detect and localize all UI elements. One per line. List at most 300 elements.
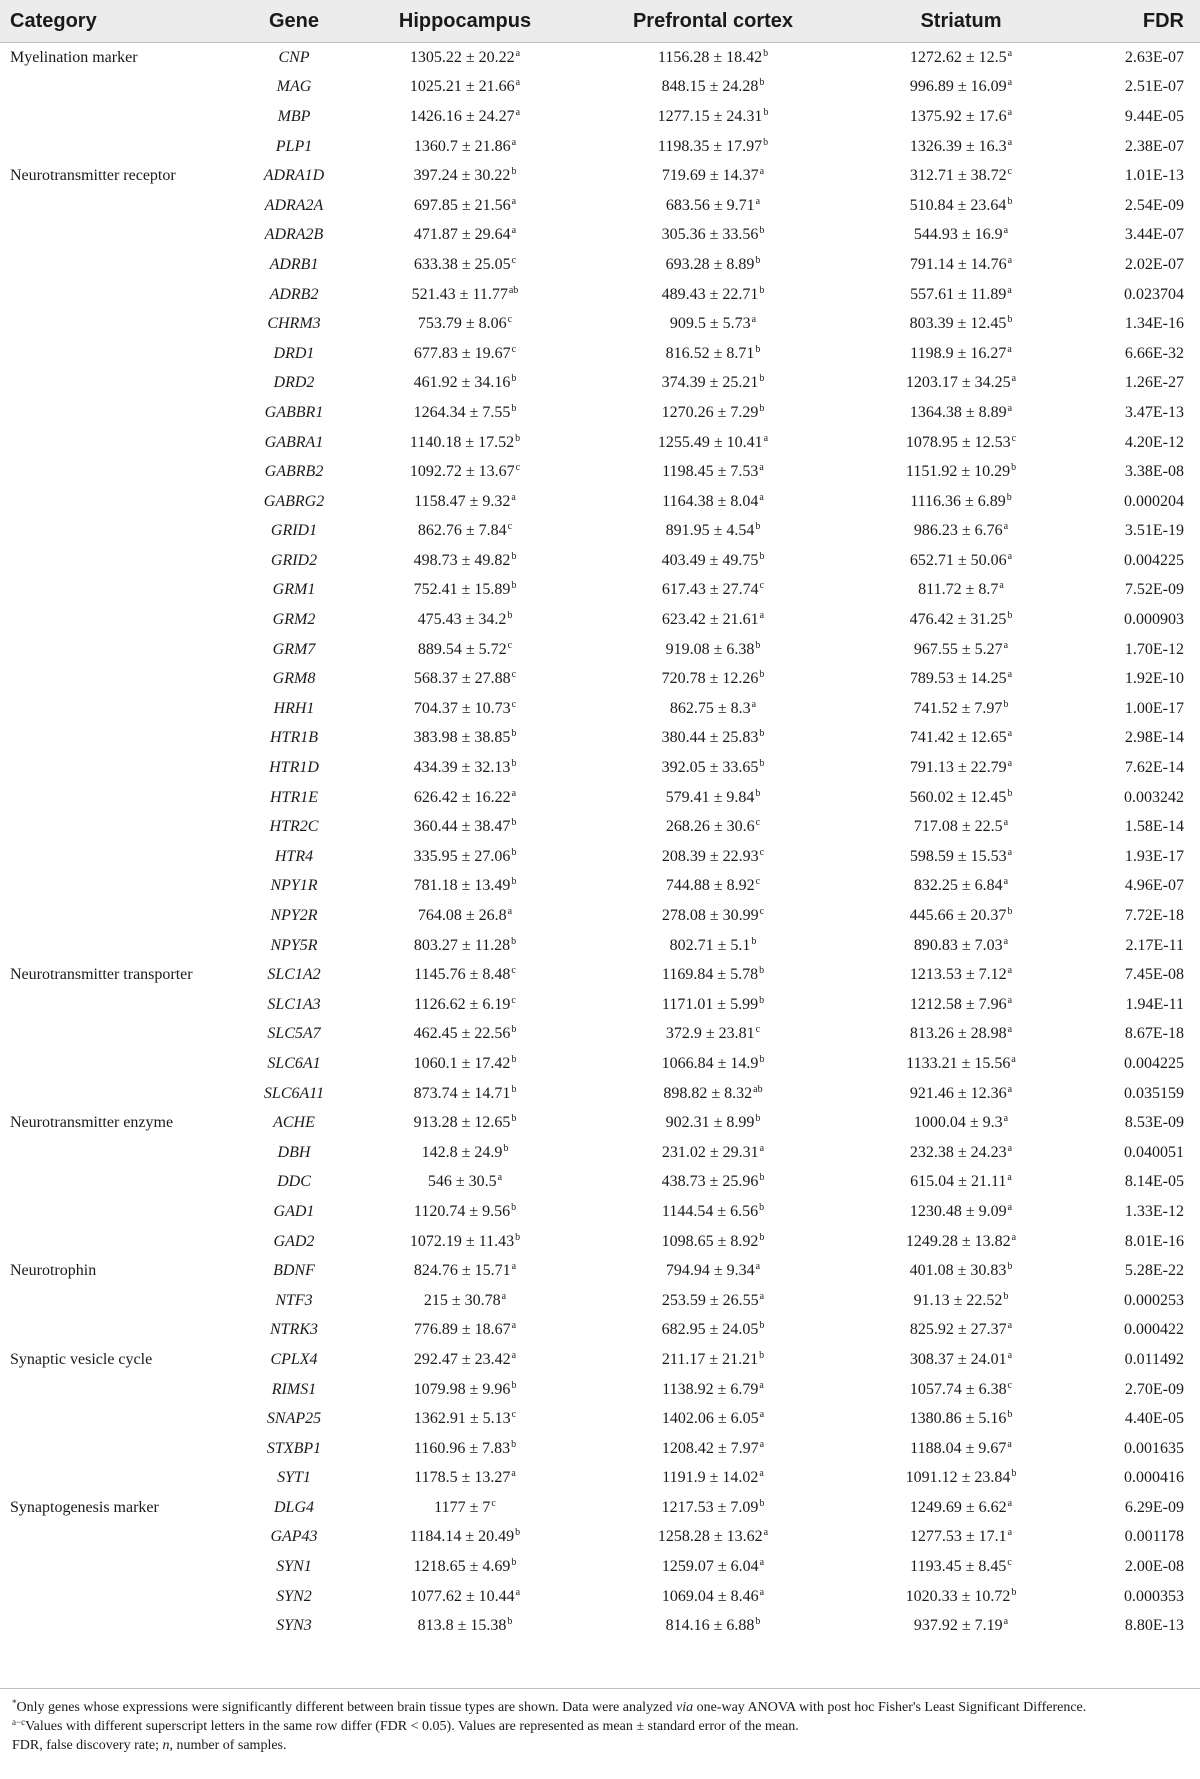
hippocampus-cell (350, 161, 580, 191)
hippocampus-cell-text: 697.85 ± 21.56 (413, 196, 511, 214)
significance-superscript: c (511, 965, 516, 977)
prefrontal-cortex-cell-text: 1198.35 ± 17.97 (657, 137, 763, 155)
table-row (0, 1375, 1200, 1405)
gene-cell (238, 1582, 350, 1612)
striatum-cell-text: 1020.33 ± 10.72 (905, 1587, 1011, 1605)
category-cell (0, 102, 238, 132)
table-row (0, 990, 1200, 1020)
fdr-cell (1076, 280, 1200, 310)
category-cell (0, 250, 238, 280)
significance-superscript: a (511, 1320, 517, 1332)
gene-cell (238, 1345, 350, 1375)
fdr-cell-text: 6.66E-32 (1124, 344, 1184, 362)
gene-cell (238, 724, 350, 754)
category-cell (0, 783, 238, 813)
category-cell (0, 517, 238, 547)
table-row (0, 73, 1200, 103)
category-cell (0, 1168, 238, 1198)
table-row (0, 783, 1200, 813)
significance-superscript: b (1007, 906, 1013, 918)
prefrontal-cortex-cell (580, 990, 846, 1020)
striatum-cell (846, 369, 1076, 399)
table-row (0, 694, 1200, 724)
prefrontal-cortex-cell-text: 902.31 ± 8.99 (665, 1114, 755, 1132)
significance-superscript: b (759, 1231, 765, 1243)
significance-superscript: c (511, 343, 517, 355)
category-cell (0, 487, 238, 517)
significance-superscript: b (1007, 787, 1013, 799)
prefrontal-cortex-cell (580, 1108, 846, 1138)
significance-superscript: c (759, 580, 765, 592)
significance-superscript: b (511, 1113, 517, 1125)
gene-cell-text: SYN1 (276, 1558, 312, 1576)
hippocampus-cell-text: 889.54 ± 5.72 (417, 640, 507, 658)
category-cell (0, 1227, 238, 1257)
table-row (0, 1582, 1200, 1612)
significance-superscript: c (507, 521, 513, 533)
fdr-cell-text: 1.93E-17 (1124, 847, 1184, 865)
striatum-cell (846, 191, 1076, 221)
significance-superscript: a (763, 432, 769, 444)
hippocampus-cell-text: 862.76 ± 7.84 (417, 522, 507, 540)
gene-cell (238, 635, 350, 665)
gene-cell-text: GRM7 (272, 640, 316, 658)
hippocampus-cell-text: 873.74 ± 14.71 (413, 1084, 511, 1102)
hippocampus-cell-text: 1120.74 ± 9.56 (413, 1202, 511, 1220)
prefrontal-cortex-cell (580, 605, 846, 635)
fdr-cell (1076, 1049, 1200, 1079)
prefrontal-cortex-cell (580, 73, 846, 103)
significance-superscript: a (1007, 1201, 1013, 1213)
prefrontal-cortex-cell (580, 132, 846, 162)
striatum-cell-text: 544.93 ± 16.9 (913, 226, 1003, 244)
significance-superscript: b (755, 1616, 761, 1628)
table-row (0, 1611, 1200, 1641)
hippocampus-cell-text: 1145.76 ± 8.48 (414, 966, 511, 984)
significance-superscript: b (511, 817, 517, 829)
fdr-cell (1076, 1434, 1200, 1464)
category-cell (0, 43, 238, 73)
fdr-cell (1076, 398, 1200, 428)
fdr-cell-text: 7.72E-18 (1124, 907, 1184, 925)
striatum-cell-text: 1078.95 ± 12.53 (905, 433, 1011, 451)
prefrontal-cortex-cell (580, 250, 846, 280)
gene-cell-text: MBP (277, 107, 311, 125)
prefrontal-cortex-cell (580, 1375, 846, 1405)
striatum-cell (846, 1404, 1076, 1434)
significance-superscript: a (1007, 669, 1013, 681)
fdr-cell-text: 2.51E-07 (1124, 78, 1184, 96)
table-row (0, 1286, 1200, 1316)
category-cell (0, 1345, 238, 1375)
fdr-cell-text: 3.51E-19 (1124, 522, 1184, 540)
fdr-cell (1076, 753, 1200, 783)
category-cell (0, 546, 238, 576)
gene-cell (238, 783, 350, 813)
prefrontal-cortex-cell-text: 814.16 ± 6.88 (665, 1617, 755, 1635)
striatum-cell (846, 783, 1076, 813)
striatum-cell-text: 598.59 ± 15.53 (909, 847, 1007, 865)
fdr-cell (1076, 842, 1200, 872)
prefrontal-cortex-cell (580, 1049, 846, 1079)
striatum-cell-text: 652.71 ± 50.06 (909, 551, 1007, 569)
significance-superscript: b (755, 521, 761, 533)
striatum-cell-text: 1057.74 ± 6.38 (909, 1380, 1007, 1398)
hippocampus-cell-text: 471.87 ± 29.64 (413, 226, 511, 244)
hippocampus-cell (350, 664, 580, 694)
table-row (0, 1552, 1200, 1582)
hippocampus-cell (350, 1286, 580, 1316)
striatum-cell-text: 615.04 ± 21.11 (910, 1173, 1007, 1191)
table-row (0, 872, 1200, 902)
category-cell (0, 1049, 238, 1079)
fdr-cell (1076, 487, 1200, 517)
category-cell (0, 664, 238, 694)
category-cell-text: Neurotransmitter enzyme (10, 1114, 174, 1132)
table-row (0, 457, 1200, 487)
significance-superscript: ab (508, 284, 519, 296)
significance-superscript: b (1011, 1586, 1017, 1598)
table-row (0, 1404, 1200, 1434)
striatum-cell-text: 1188.04 ± 9.67 (910, 1439, 1007, 1457)
fdr-cell (1076, 1108, 1200, 1138)
gene-cell-text: DBH (277, 1143, 311, 1161)
fdr-cell (1076, 517, 1200, 547)
significance-superscript: a (1003, 1616, 1009, 1628)
significance-superscript: a (515, 77, 521, 89)
hippocampus-cell-text: 1178.5 ± 13.27 (414, 1469, 511, 1487)
fdr-cell (1076, 250, 1200, 280)
fdr-cell (1076, 1611, 1200, 1641)
table-row (0, 369, 1200, 399)
prefrontal-cortex-cell (580, 635, 846, 665)
gene-cell-text: SLC5A7 (267, 1025, 321, 1043)
prefrontal-cortex-cell-text: 683.56 ± 9.71 (665, 196, 755, 214)
significance-superscript: a (759, 166, 765, 178)
striatum-cell-text: 1364.38 ± 8.89 (909, 403, 1007, 421)
gene-cell (238, 1611, 350, 1641)
significance-superscript: a (759, 1586, 765, 1598)
significance-superscript: a (1007, 965, 1013, 977)
gene-cell (238, 872, 350, 902)
prefrontal-cortex-cell (580, 161, 846, 191)
significance-superscript: c (491, 1497, 496, 1509)
prefrontal-cortex-cell (580, 872, 846, 902)
category-cell (0, 73, 238, 103)
category-cell (0, 1256, 238, 1286)
gene-cell-text: GRID2 (270, 551, 318, 569)
prefrontal-cortex-cell (580, 664, 846, 694)
gene-cell-text: DDC (277, 1173, 311, 1191)
gene-cell-text: GRM2 (272, 611, 316, 629)
significance-superscript: a (511, 1468, 516, 1480)
striatum-cell (846, 517, 1076, 547)
gene-cell-text: RIMS1 (271, 1380, 317, 1398)
table-row (0, 280, 1200, 310)
fdr-cell-text: 2.70E-09 (1124, 1380, 1184, 1398)
significance-superscript: b (759, 1053, 765, 1065)
striatum-cell-text: 741.52 ± 7.97 (913, 699, 1003, 717)
gene-cell (238, 990, 350, 1020)
significance-superscript: a (501, 1290, 507, 1302)
hippocampus-cell-text: 462.45 ± 22.56 (413, 1025, 511, 1043)
gene-cell (238, 812, 350, 842)
significance-superscript: b (511, 1024, 517, 1036)
header-row (0, 0, 1200, 43)
prefrontal-cortex-cell (580, 309, 846, 339)
gene-cell-text: ADRA2B (264, 226, 324, 244)
prefrontal-cortex-cell-text: 1270.26 ± 7.29 (661, 403, 759, 421)
gene-cell-text: CHRM3 (267, 315, 321, 333)
hippocampus-cell (350, 102, 580, 132)
category-cell (0, 1020, 238, 1050)
significance-superscript: c (511, 1409, 517, 1421)
prefrontal-cortex-cell (580, 1464, 846, 1494)
table-row (0, 1227, 1200, 1257)
table-row (0, 1168, 1200, 1198)
hippocampus-cell-text: 1025.21 ± 21.66 (409, 78, 515, 96)
significance-superscript: b (1003, 1290, 1009, 1302)
fdr-cell-text: 8.67E-18 (1124, 1025, 1184, 1043)
significance-superscript: a (999, 580, 1004, 592)
hippocampus-cell-text: 1264.34 ± 7.55 (413, 403, 511, 421)
striatum-cell (846, 546, 1076, 576)
striatum-cell-text: 1000.04 ± 9.3 (913, 1114, 1003, 1132)
hippocampus-cell (350, 1108, 580, 1138)
significance-superscript: b (755, 639, 761, 651)
prefrontal-cortex-cell-text: 374.39 ± 25.21 (661, 374, 759, 392)
hippocampus-cell (350, 576, 580, 606)
table-row (0, 842, 1200, 872)
prefrontal-cortex-cell-text: 862.75 ± 8.3 (669, 699, 751, 717)
significance-superscript: b (1007, 314, 1013, 326)
hippocampus-cell (350, 1434, 580, 1464)
prefrontal-cortex-cell (580, 1138, 846, 1168)
significance-superscript: a (1007, 284, 1012, 296)
striatum-cell (846, 1286, 1076, 1316)
prefrontal-cortex-cell-text: 720.78 ± 12.26 (661, 670, 759, 688)
fdr-cell (1076, 576, 1200, 606)
hippocampus-cell-text: 1126.62 ± 6.19 (414, 995, 511, 1013)
hippocampus-cell (350, 457, 580, 487)
prefrontal-cortex-cell-text: 278.08 ± 30.99 (661, 907, 759, 925)
fdr-cell (1076, 990, 1200, 1020)
hippocampus-cell-text: 913.28 ± 12.65 (413, 1114, 511, 1132)
gene-cell (238, 664, 350, 694)
prefrontal-cortex-cell (580, 487, 846, 517)
gene-cell (238, 931, 350, 961)
significance-superscript: b (511, 1201, 517, 1213)
significance-superscript: a (1007, 1349, 1013, 1361)
significance-superscript: c (507, 639, 513, 651)
gene-cell (238, 1434, 350, 1464)
significance-superscript: a (1007, 136, 1013, 148)
significance-superscript: b (763, 136, 769, 148)
gene-cell-text: SLC1A3 (267, 995, 321, 1013)
prefrontal-cortex-cell-text: 1138.92 ± 6.79 (662, 1380, 759, 1398)
gene-cell-text: GRM8 (272, 670, 316, 688)
hippocampus-cell (350, 1316, 580, 1346)
prefrontal-cortex-cell-text: 1402.06 ± 6.05 (661, 1410, 759, 1428)
striatum-cell (846, 1582, 1076, 1612)
significance-superscript: c (1011, 432, 1017, 444)
prefrontal-cortex-cell-text: 891.95 ± 4.54 (665, 522, 755, 540)
hippocampus-cell-text: 764.08 ± 26.8 (417, 907, 507, 925)
hippocampus-cell (350, 1464, 580, 1494)
fdr-cell-text: 7.62E-14 (1124, 759, 1184, 777)
striatum-cell-text: 1212.58 ± 7.96 (909, 995, 1007, 1013)
gene-cell (238, 753, 350, 783)
fdr-cell-text: 0.001635 (1124, 1439, 1184, 1457)
category-cell (0, 753, 238, 783)
significance-superscript: b (759, 1201, 765, 1213)
prefrontal-cortex-cell (580, 1256, 846, 1286)
significance-superscript: a (759, 462, 764, 474)
prefrontal-cortex-cell (580, 1286, 846, 1316)
striatum-cell-text: 741.42 ± 12.65 (909, 729, 1007, 747)
prefrontal-cortex-cell-text: 403.49 ± 49.75 (661, 551, 759, 569)
significance-superscript: b (511, 1438, 517, 1450)
hippocampus-cell (350, 43, 580, 73)
gene-cell-text: GRID1 (270, 522, 318, 540)
fdr-cell-text: 0.000353 (1124, 1587, 1184, 1605)
table-row (0, 635, 1200, 665)
striatum-cell-text: 811.72 ± 8.7 (918, 581, 999, 599)
fdr-cell-text: 8.01E-16 (1124, 1232, 1184, 1250)
significance-superscript: a (511, 225, 517, 237)
significance-superscript: b (759, 965, 765, 977)
prefrontal-cortex-cell-text: 1144.54 ± 6.56 (661, 1202, 759, 1220)
fdr-cell (1076, 694, 1200, 724)
significance-superscript: a (1011, 1053, 1016, 1065)
prefrontal-cortex-cell-text: 380.44 ± 25.83 (661, 729, 759, 747)
prefrontal-cortex-cell-text: 719.69 ± 14.37 (661, 167, 759, 185)
significance-superscript: b (511, 373, 517, 385)
category-cell (0, 1197, 238, 1227)
fdr-cell (1076, 428, 1200, 458)
striatum-cell-text: 445.66 ± 20.37 (909, 907, 1007, 925)
striatum-cell (846, 1345, 1076, 1375)
significance-superscript: b (759, 994, 765, 1006)
table-row (0, 664, 1200, 694)
table-row (0, 339, 1200, 369)
striatum-cell (846, 1493, 1076, 1523)
category-cell (0, 931, 238, 961)
significance-superscript: b (759, 728, 765, 740)
gene-cell-text: MAG (276, 78, 312, 96)
significance-superscript: b (755, 1113, 761, 1125)
fdr-cell (1076, 309, 1200, 339)
hippocampus-cell (350, 309, 580, 339)
gene-cell (238, 339, 350, 369)
table-row (0, 960, 1200, 990)
significance-superscript: b (763, 47, 769, 59)
hippocampus-cell-text: 752.41 ± 15.89 (413, 581, 511, 599)
striatum-cell-text: 967.55 ± 5.27 (913, 640, 1003, 658)
table-row (0, 605, 1200, 635)
prefrontal-cortex-cell-text: 1066.84 ± 14.9 (661, 1054, 759, 1072)
prefrontal-cortex-cell-text: 919.08 ± 6.38 (665, 640, 755, 658)
prefrontal-cortex-cell-text: 1191.9 ± 14.02 (662, 1469, 759, 1487)
fdr-cell-text: 8.53E-09 (1124, 1114, 1184, 1132)
prefrontal-cortex-cell (580, 1197, 846, 1227)
fdr-cell (1076, 664, 1200, 694)
gene-cell-text: CNP (278, 48, 310, 66)
significance-superscript: b (511, 166, 517, 178)
striatum-cell-text: 1151.92 ± 10.29 (905, 463, 1011, 481)
significance-superscript: c (511, 254, 517, 266)
prefrontal-cortex-cell (580, 1582, 846, 1612)
significance-superscript: a (1003, 935, 1009, 947)
table-row (0, 1256, 1200, 1286)
striatum-cell-text: 1380.86 ± 5.16 (909, 1410, 1007, 1428)
hippocampus-cell (350, 398, 580, 428)
striatum-cell-text: 1277.53 ± 17.1 (909, 1528, 1007, 1546)
table-row (0, 812, 1200, 842)
hippocampus-cell (350, 753, 580, 783)
prefrontal-cortex-cell-text: 268.26 ± 30.6 (665, 818, 755, 836)
fdr-cell-text: 0.000416 (1124, 1469, 1184, 1487)
fdr-cell (1076, 1168, 1200, 1198)
gene-cell (238, 398, 350, 428)
prefrontal-cortex-cell-text: 848.15 ± 24.28 (661, 78, 759, 96)
prefrontal-cortex-cell (580, 1552, 846, 1582)
category-cell (0, 428, 238, 458)
striatum-cell-text: 1193.45 ± 8.45 (910, 1558, 1007, 1576)
striatum-cell (846, 309, 1076, 339)
fdr-cell-text: 1.00E-17 (1124, 699, 1184, 717)
significance-superscript: b (511, 1557, 517, 1569)
footnote-asterisk: * (12, 1698, 17, 1708)
hippocampus-cell (350, 783, 580, 813)
fdr-cell-text: 2.02E-07 (1124, 255, 1184, 273)
hippocampus-cell-text: 1060.1 ± 17.42 (413, 1054, 511, 1072)
table-row (0, 132, 1200, 162)
category-cell (0, 842, 238, 872)
significance-superscript: a (515, 1586, 521, 1598)
category-cell-text: Neurotransmitter receptor (10, 167, 176, 185)
significance-superscript: b (503, 1142, 509, 1154)
prefrontal-cortex-cell (580, 428, 846, 458)
striatum-cell (846, 605, 1076, 635)
striatum-cell (846, 1049, 1076, 1079)
prefrontal-cortex-cell-text: 579.41 ± 9.84 (665, 788, 755, 806)
significance-superscript: a (1007, 77, 1013, 89)
category-cell (0, 339, 238, 369)
striatum-cell (846, 1523, 1076, 1553)
fdr-cell (1076, 1552, 1200, 1582)
significance-superscript: b (511, 1083, 517, 1095)
striatum-cell-text: 1091.12 ± 23.84 (905, 1469, 1011, 1487)
prefrontal-cortex-cell-text: 1259.07 ± 6.04 (661, 1558, 759, 1576)
significance-superscript: b (1007, 1261, 1013, 1273)
significance-superscript: c (1007, 166, 1013, 178)
fdr-cell (1076, 1404, 1200, 1434)
gene-cell-text: SYN3 (276, 1617, 312, 1635)
prefrontal-cortex-cell-text: 693.28 ± 8.89 (665, 255, 755, 273)
gene-cell-text: GRM1 (272, 581, 316, 599)
striatum-cell-text: 825.92 ± 27.37 (909, 1321, 1007, 1339)
table-row (0, 1345, 1200, 1375)
header-prefrontal-cortex: Prefrontal cortex (580, 0, 846, 43)
gene-cell (238, 221, 350, 251)
significance-superscript: a (497, 1172, 503, 1184)
prefrontal-cortex-cell-text: 211.17 ± 21.21 (661, 1350, 759, 1368)
striatum-cell-text: 1198.9 ± 16.27 (910, 344, 1007, 362)
gene-cell (238, 191, 350, 221)
hippocampus-cell (350, 1404, 580, 1434)
hippocampus-cell-text: 215 ± 30.78 (423, 1291, 501, 1309)
